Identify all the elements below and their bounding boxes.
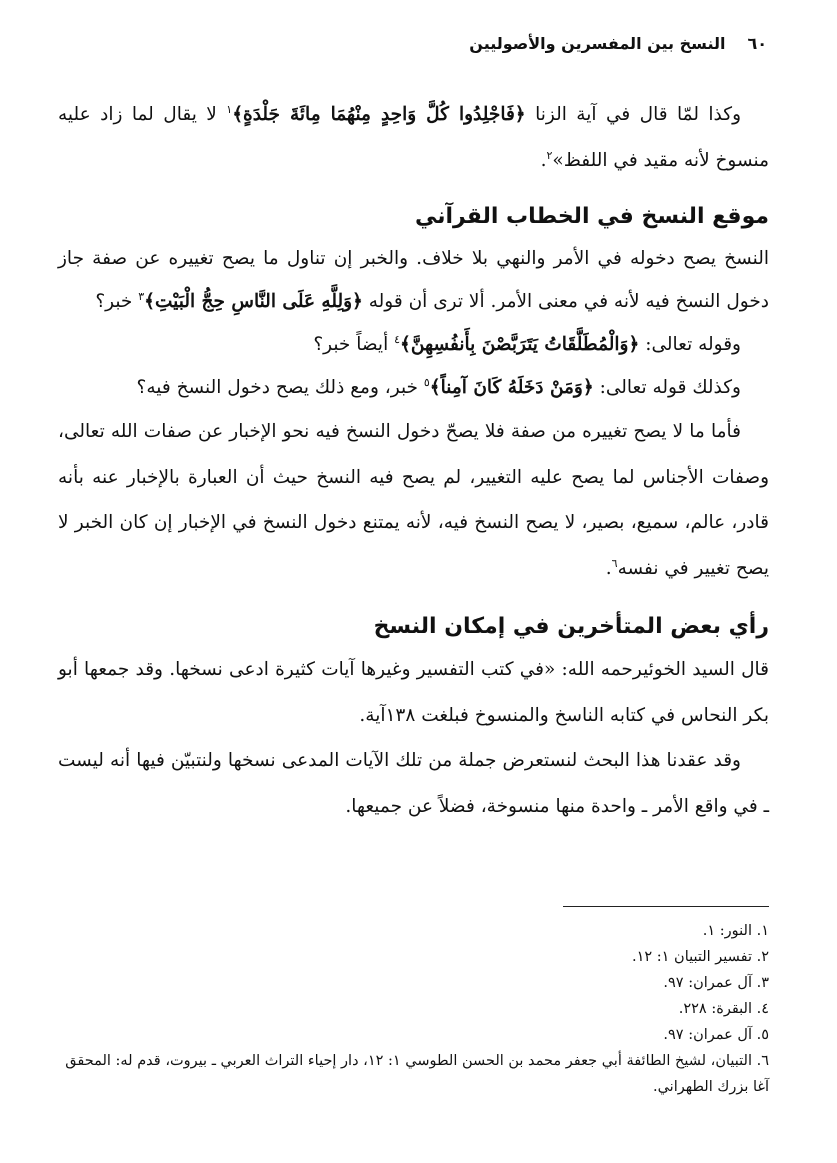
paragraph-1 [58,92,769,183]
page-number: ٦٠ [747,34,767,53]
footnote-ref: ٢ [546,148,553,162]
paragraph-4 [58,366,769,409]
paragraph-5 [58,409,769,591]
quran-quote: ﴿وَالْمُطَلَّقَاتُ يَتَرَبَّصْنَ بِأَنفُسِهِنَّ﴾ [400,334,640,355]
footnote-ref: ١ [226,102,233,116]
footnote: ٥. آل عمران: ٩٧. [663,1027,769,1043]
quran-quote: ﴿وَلِلَّهِ عَلَى النَّاسِ حِجُّ الْبَيْتِ﴾ [144,291,363,312]
footnote: ٣. آل عمران: ٩٧. [663,975,769,991]
paragraph-text: لا يقال لما زاد عليه منسوخ لأنه مقيد في اللفظ» [58,104,769,171]
footnote-ref: ٥ [423,375,430,389]
paragraph-2 [58,237,769,323]
footnote-ref: ٤ [394,332,401,346]
paragraph-text: . [605,557,612,579]
footnote-ref: ٣ [138,289,145,303]
paragraph-text: وكذلك قوله تعالى: [593,377,741,398]
quran-quote: ﴿وَمَنْ دَخَلَهُ كَانَ آمِناً﴾ [429,377,594,398]
footnote: ٦. التبيان، لشيخ الطائفة أبي جعفر محمد بن الحسن الطوسي ١: ١٢، دار إحياء التراث العربي ـ بيروت، قدم له: المحقق آغا بزرك الطهراني. [65,1053,769,1095]
footnote: ١. النور: ١. [702,923,769,939]
paragraph-text: فأما ما لا يصح تغييره من صفة فلا يصحّ دخول النسخ فيه نحو الإخبار عن صفات الله تعالى، وصفات الأجناس لما يصح عليه التغيير، لم يصح فيه النسخ حيث أن العبارة بالإخبار عنه بأنه قادر، عالم، سميع، بصير، لا يصح النسخ فيه، لأنه يمتنع دخول النسخ في الإخبار إن كان الخبر لا يصح تغيير في نفسه [58,421,769,579]
section-heading: رأي بعض المتأخرين في إمكان النسخ [373,614,769,639]
running-title: النسخ بين المفسرين والأصوليين [469,34,726,53]
page-body [58,92,769,829]
running-header [60,34,767,53]
paragraph-text: النسخ يصح دخوله في الأمر والنهي بلا خلاف. والخبر إن تناول ما يصح تغييره عن صفة جاز دخول النسخ فيه لأنه في معنى الأمر. ألا ترى أن قوله [58,248,769,312]
paragraph-3 [58,323,769,366]
paragraph-text: وقوله تعالى: [639,334,741,355]
quran-quote: ﴿فَاجْلِدُوا كُلَّ وَاحِدٍ مِنْهُمَا مِائَةَ جَلْدَةٍ﴾ [232,104,526,125]
paragraph-text: . [540,149,547,171]
footnote-divider [563,906,769,907]
section-heading: موقع النسخ في الخطاب القرآني [414,204,769,229]
paragraph-text: خبر؟ [95,291,139,312]
paragraph-text: خبر، ومع ذلك يصح دخول النسخ فيه؟ [136,377,424,398]
footnote: ٢. تفسير التبيان ١: ١٢. [631,949,769,965]
footnote: ٤. البقرة: ٢٢٨. [678,1001,769,1017]
paragraph-text: وكذا لمّا قال في آية الزنا [525,104,741,125]
paragraph-7: وقد عقدنا هذا البحث لنستعرض جملة من تلك الآيات المدعى نسخها ولنتبيّن فيها أنه ليست ـ في واقع الأمر ـ واحدة منها منسوخة، فضلاً عن جميعها. [58,750,769,817]
paragraph-6: قال السيد الخوئي‏رحمه الله: «في كتب التفسير وغيرها آيات كثيرة ادعى نسخها. وقد جمعها أبو بكر النحاس في كتابه الناسخ والمنسوخ فبلغت ١٣٨آية. [58,659,769,726]
paragraph-text: أيضاً خبر؟ [313,334,395,355]
footnote-ref: ٦ [611,556,618,570]
footnotes [58,918,769,1100]
